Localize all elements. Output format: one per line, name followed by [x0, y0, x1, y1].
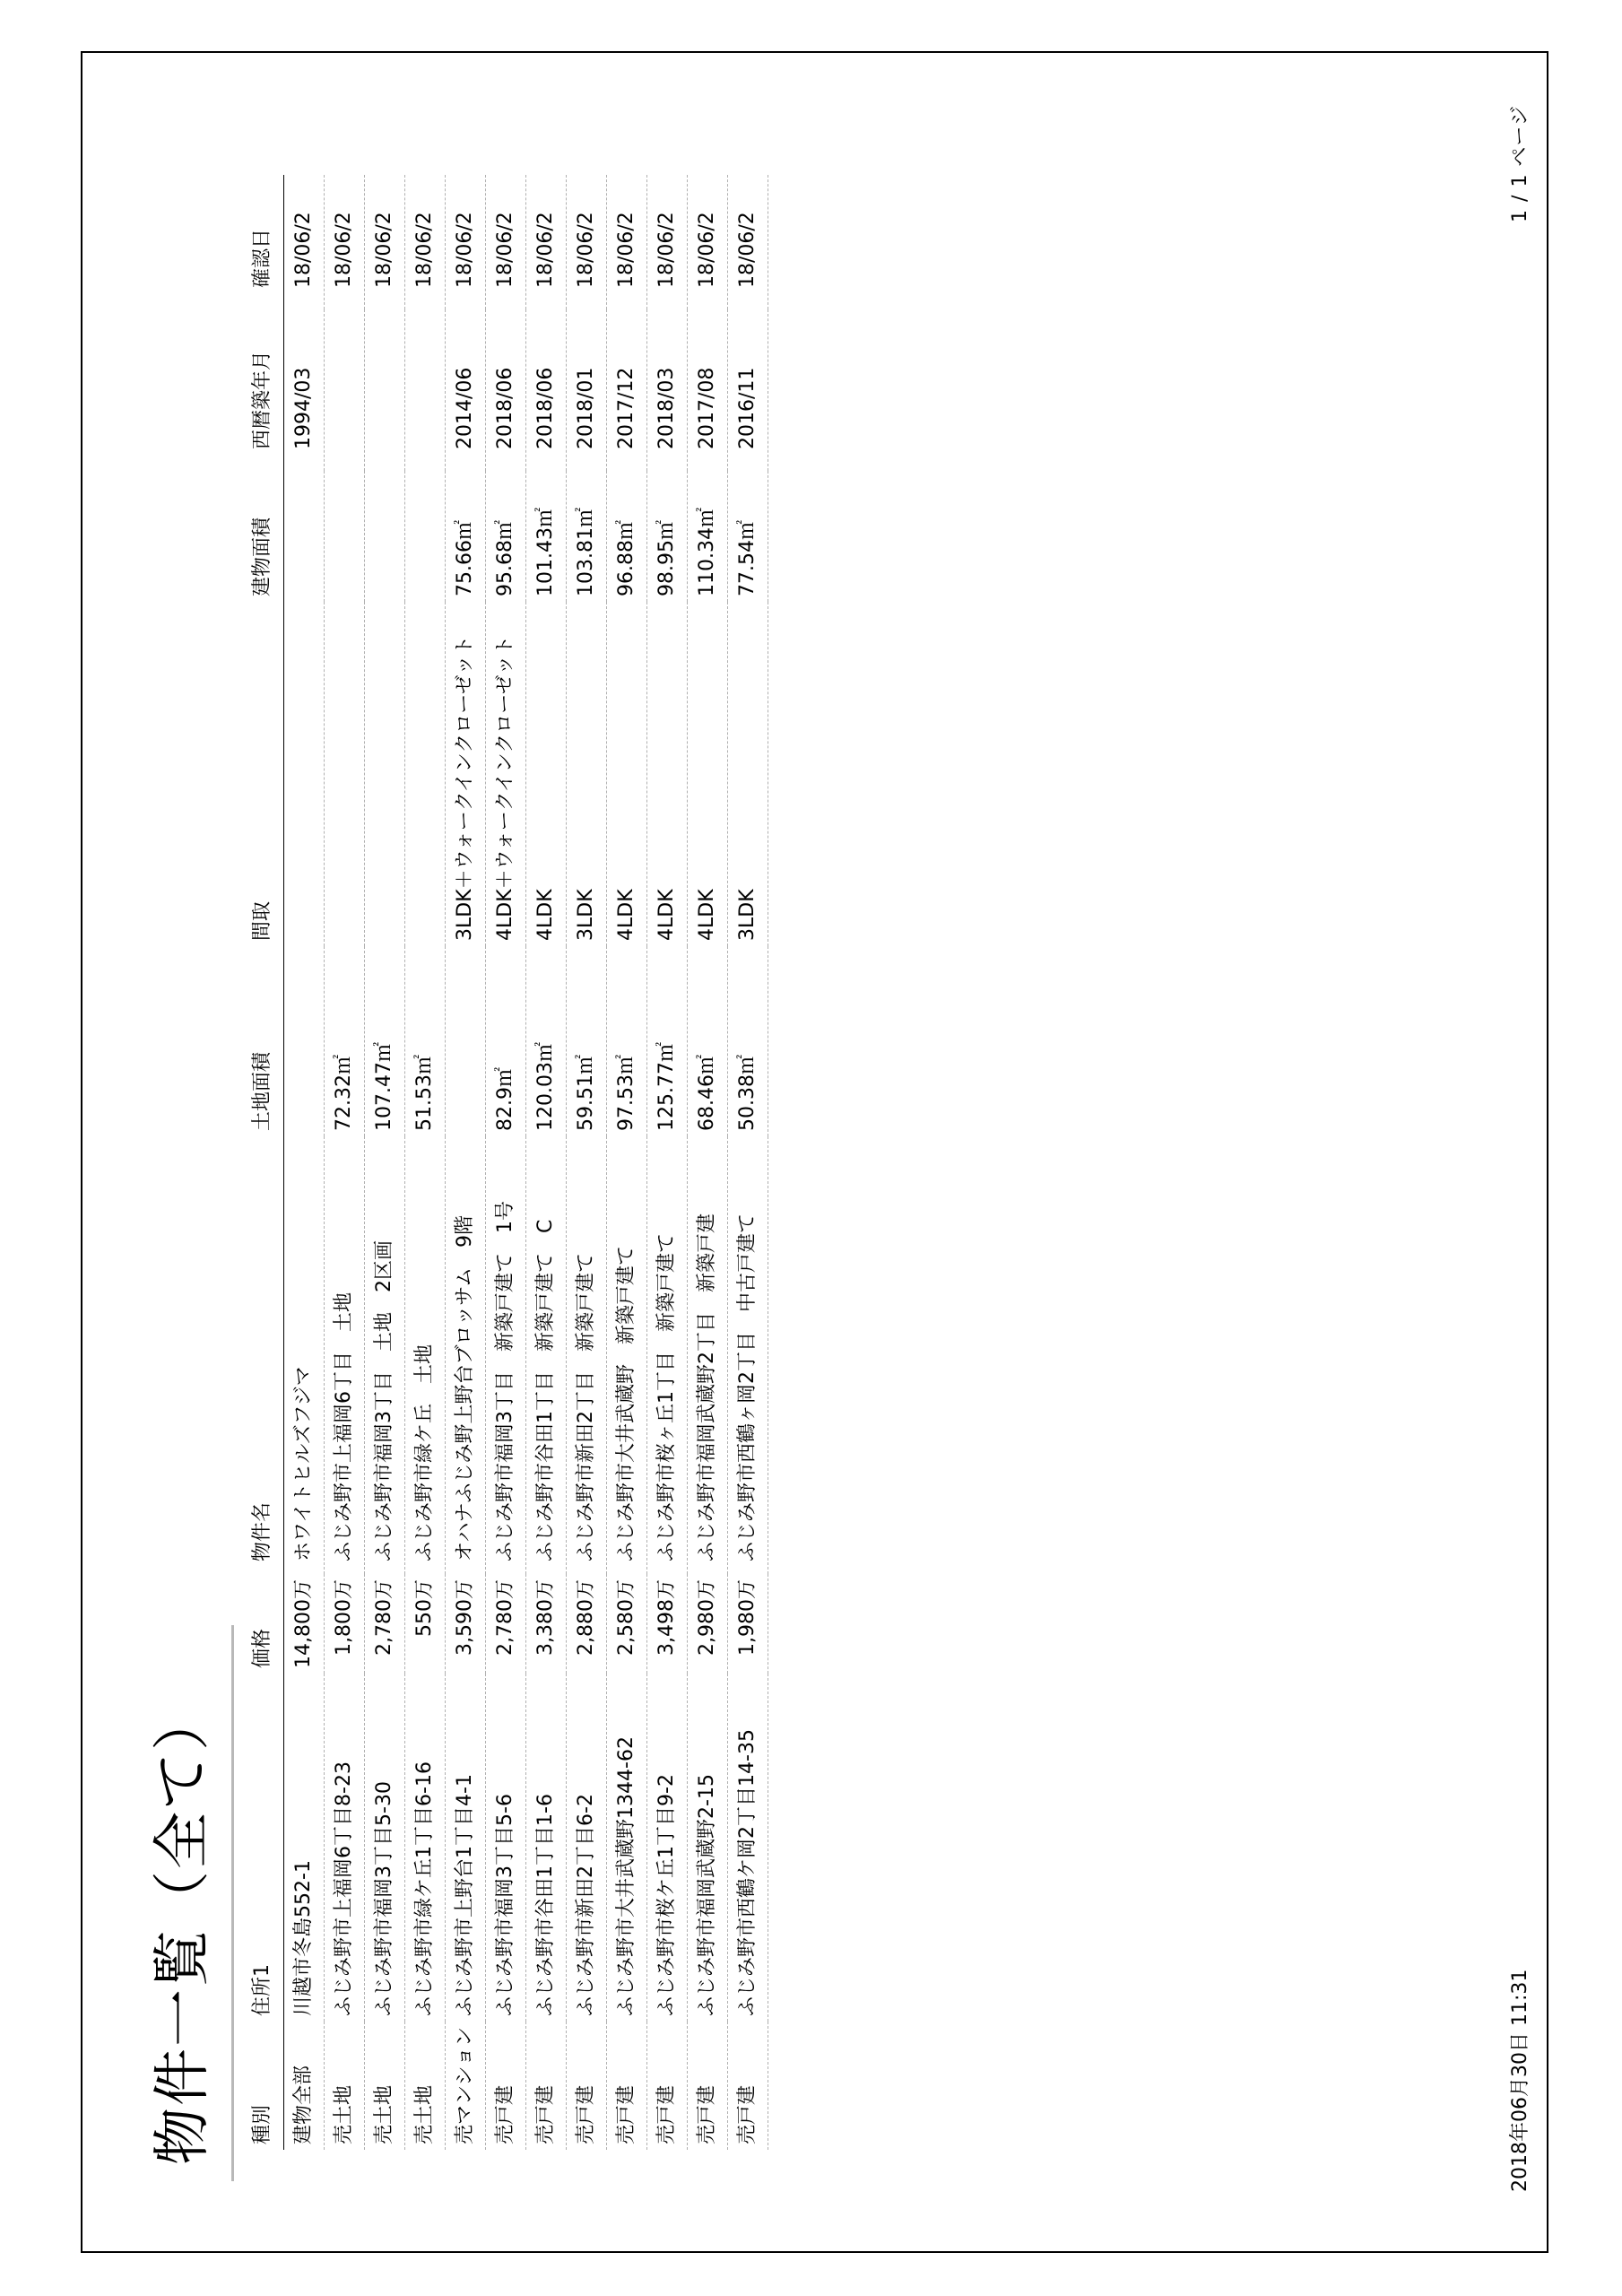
- cell-building-area: 98.95㎡: [647, 471, 688, 602]
- cell-floor-plan: 4LDK: [607, 602, 647, 946]
- cell-address: ふじみ野市福岡武蔵野2-15: [688, 1674, 728, 2022]
- table-row: [365, 175, 405, 2150]
- cell-price: 2,580万: [607, 1574, 647, 1674]
- cell-built: 2017/12: [607, 309, 647, 471]
- table-row: [567, 175, 607, 2150]
- cell-address: ふじみ野市大井武蔵野1344-62: [607, 1674, 647, 2022]
- header-floor-plan: 間取: [242, 602, 284, 946]
- table-row: [405, 175, 446, 2150]
- cell-floor-plan: 3LDK: [728, 602, 768, 946]
- cell-price: 3,590万: [446, 1574, 486, 1674]
- table-row: [526, 175, 567, 2150]
- cell-type: 売マンション: [446, 2022, 486, 2150]
- cell-floor-plan: [325, 602, 365, 946]
- cell-type: 売戸建: [647, 2022, 688, 2150]
- cell-building-area: [365, 471, 405, 602]
- cell-confirmed: 18/06/2: [647, 175, 688, 309]
- cell-confirmed: 18/06/2: [728, 175, 768, 309]
- table-row: [728, 175, 768, 2150]
- cell-confirmed: 18/06/2: [607, 175, 647, 309]
- cell-land-area: [284, 946, 325, 1136]
- cell-name: ふじみ野市福岡3丁目 新築戸建て 1号: [486, 1136, 526, 1574]
- page-number: 1 / 1 ページ: [1509, 105, 1531, 222]
- cell-price: 3,380万: [526, 1574, 567, 1674]
- table-row: [284, 175, 325, 2150]
- table-row: [647, 175, 688, 2150]
- cell-built: [405, 309, 446, 471]
- cell-type: 売戸建: [728, 2022, 768, 2150]
- cell-land-area: 51.53㎡: [405, 946, 446, 1136]
- cell-type: 売戸建: [688, 2022, 728, 2150]
- cell-name: ふじみ野市西鶴ヶ岡2丁目 中古戸建て: [728, 1136, 768, 1574]
- cell-name: ふじみ野市福岡3丁目 土地 2区画: [365, 1136, 405, 1574]
- cell-floor-plan: 4LDK: [647, 602, 688, 946]
- cell-building-area: 103.81㎡: [567, 471, 607, 602]
- cell-building-area: [325, 471, 365, 602]
- title-underline: [231, 1625, 234, 2181]
- cell-building-area: 101.43㎡: [526, 471, 567, 602]
- table-row: [688, 175, 728, 2150]
- cell-floor-plan: [365, 602, 405, 946]
- cell-address: ふじみ野市緑ケ丘1丁目6-16: [405, 1674, 446, 2022]
- cell-building-area: 95.68㎡: [486, 471, 526, 602]
- property-table: [242, 175, 768, 2150]
- table-row: [446, 175, 486, 2150]
- cell-built: 2018/06: [486, 309, 526, 471]
- cell-land-area: 50.38㎡: [728, 946, 768, 1136]
- cell-address: ふじみ野市新田2丁目6-2: [567, 1674, 607, 2022]
- cell-address: ふじみ野市桜ケ丘1丁目9-2: [647, 1674, 688, 2022]
- cell-address: ふじみ野市西鶴ケ岡2丁目14-35: [728, 1674, 768, 2022]
- header-name: 物件名: [242, 1136, 284, 1574]
- cell-name: ふじみ野市谷田1丁目 新築戸建て C: [526, 1136, 567, 1574]
- cell-price: 1,800万: [325, 1574, 365, 1674]
- cell-land-area: 59.51㎡: [567, 946, 607, 1136]
- header-built: 西暦築年月: [242, 309, 284, 471]
- table-row: [607, 175, 647, 2150]
- cell-built: 2018/03: [647, 309, 688, 471]
- printed-timestamp: 2018年06月30日 11:31: [1509, 1969, 1531, 2192]
- cell-confirmed: 18/06/2: [526, 175, 567, 309]
- report-title: 物件一覧（全て）: [150, 1692, 216, 2165]
- cell-price: 3,498万: [647, 1574, 688, 1674]
- report-sheet: [81, 51, 1548, 2253]
- cell-type: 建物全部: [284, 2022, 325, 2150]
- header-type: 種別: [242, 2022, 284, 2150]
- cell-land-area: 107.47㎡: [365, 946, 405, 1136]
- cell-confirmed: 18/06/2: [688, 175, 728, 309]
- cell-land-area: 125.77㎡: [647, 946, 688, 1136]
- cell-building-area: 75.66㎡: [446, 471, 486, 602]
- cell-building-area: [284, 471, 325, 602]
- cell-address: 川越市冬島552-1: [284, 1674, 325, 2022]
- cell-built: [365, 309, 405, 471]
- cell-confirmed: 18/06/2: [405, 175, 446, 309]
- cell-building-area: 96.88㎡: [607, 471, 647, 602]
- cell-address: ふじみ野市上福岡6丁目8-23: [325, 1674, 365, 2022]
- cell-address: ふじみ野市福岡3丁目5-30: [365, 1674, 405, 2022]
- cell-type: 売戸建: [567, 2022, 607, 2150]
- header-price: 価格: [242, 1574, 284, 1674]
- cell-floor-plan: [284, 602, 325, 946]
- cell-name: オハナふじみ野上野台ブロッサム 9階: [446, 1136, 486, 1574]
- cell-land-area: 82.9㎡: [486, 946, 526, 1136]
- cell-type: 売戸建: [607, 2022, 647, 2150]
- cell-type: 売戸建: [486, 2022, 526, 2150]
- cell-built: 2018/01: [567, 309, 607, 471]
- cell-price: 2,780万: [365, 1574, 405, 1674]
- cell-confirmed: 18/06/2: [446, 175, 486, 309]
- header-land-area: 土地面積: [242, 946, 284, 1136]
- cell-built: [325, 309, 365, 471]
- cell-type: 売土地: [365, 2022, 405, 2150]
- cell-price: 1,980万: [728, 1574, 768, 1674]
- cell-price: 550万: [405, 1574, 446, 1674]
- cell-type: 売土地: [325, 2022, 365, 2150]
- cell-floor-plan: [405, 602, 446, 946]
- cell-land-area: 68.46㎡: [688, 946, 728, 1136]
- cell-name: ふじみ野市大井武蔵野 新築戸建て: [607, 1136, 647, 1574]
- cell-land-area: 120.03㎡: [526, 946, 567, 1136]
- cell-building-area: [405, 471, 446, 602]
- cell-address: ふじみ野市谷田1丁目1-6: [526, 1674, 567, 2022]
- cell-floor-plan: 4LDK＋ウォークインクローゼット: [486, 602, 526, 946]
- cell-name: ふじみ野市桜ヶ丘1丁目 新築戸建て: [647, 1136, 688, 1574]
- cell-address: ふじみ野市福岡3丁目5-6: [486, 1674, 526, 2022]
- table-row: [486, 175, 526, 2150]
- cell-floor-plan: 3LDK: [567, 602, 607, 946]
- cell-built: 2018/06: [526, 309, 567, 471]
- table-header-row: [242, 175, 284, 2150]
- cell-confirmed: 18/06/2: [365, 175, 405, 309]
- cell-confirmed: 18/06/2: [567, 175, 607, 309]
- header-confirmed: 確認日: [242, 175, 284, 309]
- cell-type: 売土地: [405, 2022, 446, 2150]
- cell-built: 2017/08: [688, 309, 728, 471]
- header-building-area: 建物面積: [242, 471, 284, 602]
- cell-confirmed: 18/06/2: [284, 175, 325, 309]
- cell-floor-plan: 4LDK: [526, 602, 567, 946]
- cell-land-area: 97.53㎡: [607, 946, 647, 1136]
- cell-building-area: 77.54㎡: [728, 471, 768, 602]
- cell-name: ふじみ野市上福岡6丁目 土地: [325, 1136, 365, 1574]
- cell-land-area: 72.32㎡: [325, 946, 365, 1136]
- cell-price: 2,780万: [486, 1574, 526, 1674]
- cell-floor-plan: 3LDK＋ウォークインクローゼット: [446, 602, 486, 946]
- header-address: 住所1: [242, 1674, 284, 2022]
- cell-building-area: 110.34㎡: [688, 471, 728, 602]
- cell-name: ふじみ野市新田2丁目 新築戸建て: [567, 1136, 607, 1574]
- cell-built: 1994/03: [284, 309, 325, 471]
- cell-name: ふじみ野市緑ケ丘 土地: [405, 1136, 446, 1574]
- cell-land-area: [446, 946, 486, 1136]
- cell-built: 2014/06: [446, 309, 486, 471]
- cell-price: 2,980万: [688, 1574, 728, 1674]
- cell-confirmed: 18/06/2: [325, 175, 365, 309]
- cell-built: 2016/11: [728, 309, 768, 471]
- cell-confirmed: 18/06/2: [486, 175, 526, 309]
- cell-price: 2,880万: [567, 1574, 607, 1674]
- table-row: [325, 175, 365, 2150]
- cell-address: ふじみ野市上野台1丁目4-1: [446, 1674, 486, 2022]
- cell-name: ホワイトヒルズフジマ: [284, 1136, 325, 1574]
- cell-floor-plan: 4LDK: [688, 602, 728, 946]
- cell-type: 売戸建: [526, 2022, 567, 2150]
- cell-price: 14,800万: [284, 1574, 325, 1674]
- cell-name: ふじみ野市福岡武蔵野2丁目 新築戸建: [688, 1136, 728, 1574]
